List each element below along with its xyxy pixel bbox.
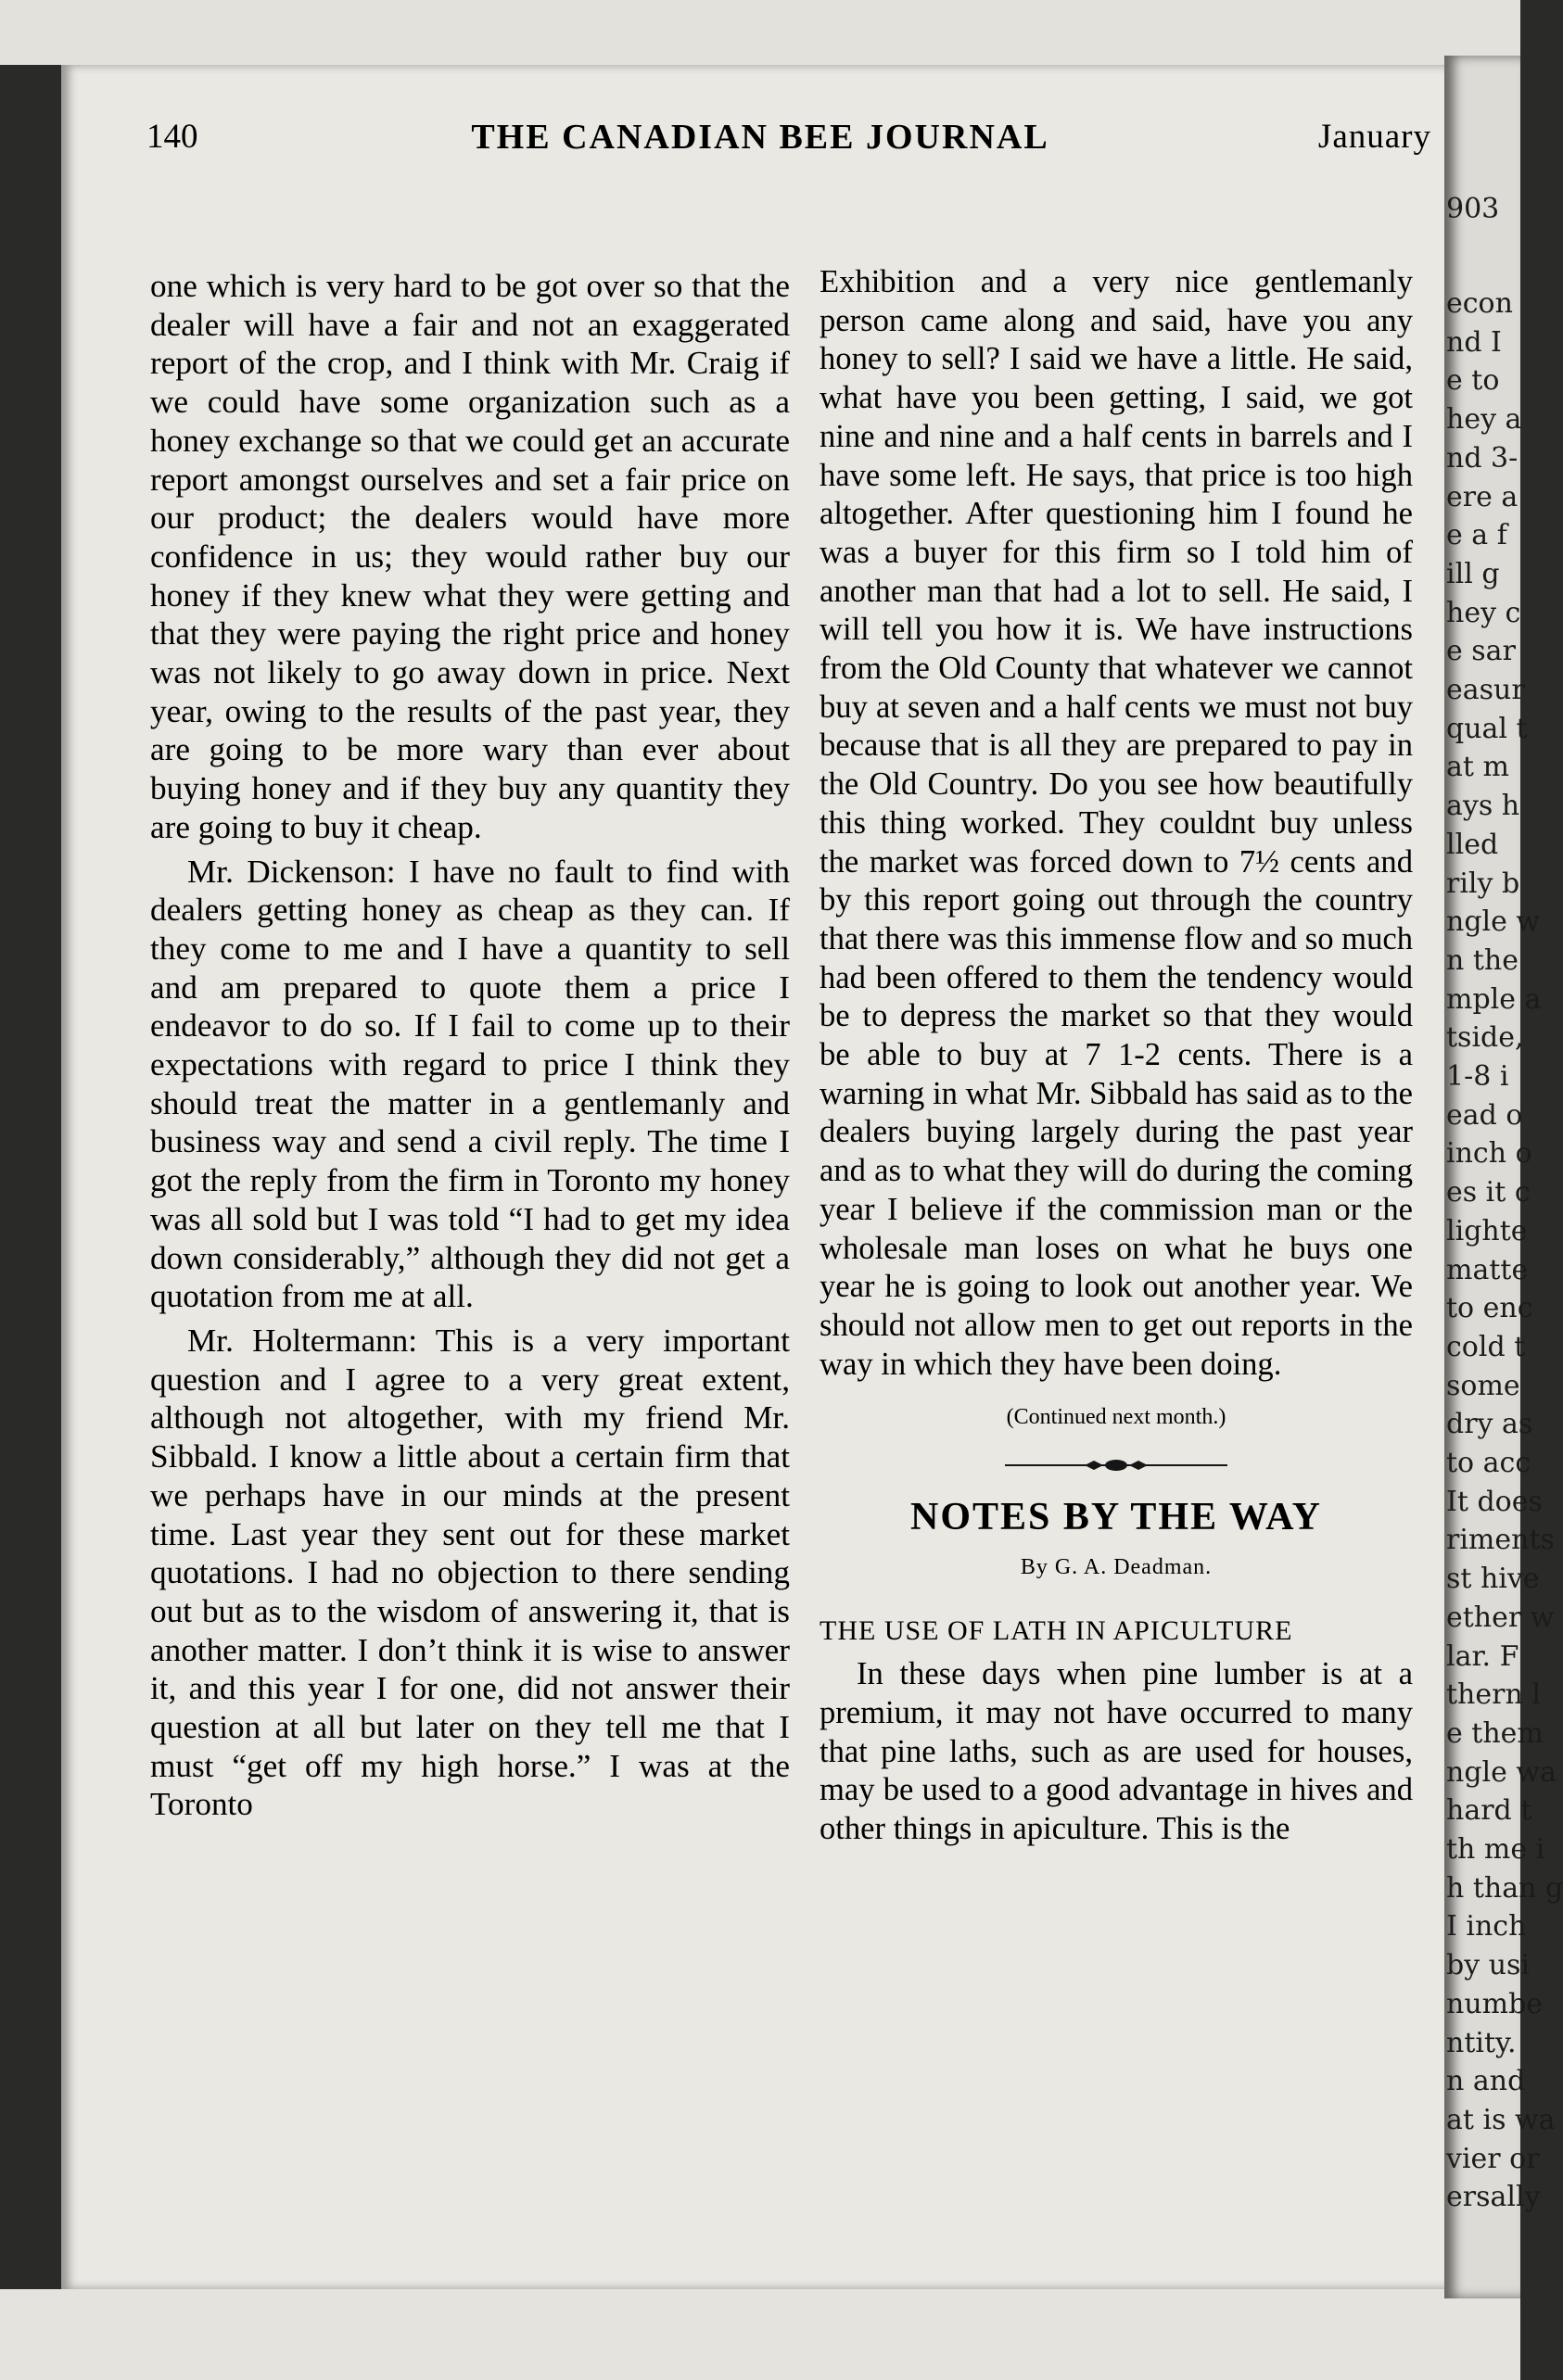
adjacent-page-fragment: I inch <box>1446 1910 1527 1943</box>
adjacent-page-fragment: es it c <box>1446 1176 1531 1209</box>
adjacent-page-fragment: e sar <box>1446 635 1516 668</box>
adjacent-page-fragment: ead o <box>1446 1098 1523 1132</box>
adjacent-page-fragment: n and <box>1446 2065 1526 2098</box>
adjacent-page-fragment: h than g <box>1446 1871 1563 1905</box>
adjacent-page-fragment: cold t <box>1446 1330 1526 1363</box>
adjacent-page-fragment: ngle w <box>1446 905 1541 939</box>
adjacent-page-fragment: at m <box>1446 751 1509 784</box>
adjacent-page-fragment: e to <box>1446 364 1500 398</box>
byline: By G. A. Deadman. <box>1020 1554 1213 1579</box>
adjacent-page-fragment: ngle wa <box>1446 1755 1557 1789</box>
running-header <box>89 117 1431 163</box>
adjacent-page-fragment: some <box>1446 1369 1520 1402</box>
adjacent-page-fragment: e them <box>1446 1716 1544 1750</box>
adjacent-page-fragment: hey a <box>1446 403 1522 437</box>
adjacent-page-fragment: lled <box>1446 828 1499 861</box>
adjacent-page-fragment: vier or <box>1446 2142 1540 2175</box>
adjacent-page-fragment: riments <box>1446 1524 1555 1557</box>
paragraph-holtermann: Mr. Holtermann: This is a very important question and I agree to a very great extent, although not altogether, with my friend Mr. Sibbald. I know a little about a certain firm that we perhaps have in our minds at the present time. Last year they sent out for these market quotations. I had no objection to there sending out but as to the wisdom of answering it, that is another matter. I don’t think it is wise to answer it, and this year I for one, did not answer their question at all but later on they tell me that I must “get off my high horse.” I was at the Toronto <box>150 1322 790 1823</box>
adjacent-page-fragment: ere a <box>1446 480 1519 513</box>
adjacent-page-fragment: econ <box>1446 287 1513 320</box>
paragraph-exhibition: Exhibition and a very nice gentlemanly person came along and said, have you any honey to sell? I said we have a little. He said, what have you been getting, I said, we got nine and nine and a half cents in barrels and I have some left. He says, that price is too high altogether. After questioning him I found he was a buyer for this firm so I told him of another man that had a lot to sell. He said, I will tell you how it is. We have instructions from the Old County that whatever we cannot buy at seven and a half cents we must not buy because that is all they are prepared to pay in the Old Country. Do you see how beautifully this thing worked. They couldnt buy unless the market was forced down to 7½ cents and by this report going out through the country that there was this immense flow and so much had been offered to them the tendency would be to depress the market so that they would be able to buy at 7 1-2 cents. There is a warning in what Mr. Sibbald has said as to the dealers buying largely during the past year and as to what they will do during the coming year I believe if the commission man or the wholesale man loses on what he buys one year he is going to look out another year. We should not allow men to get out reports in the way in which they have been doing. <box>820 264 1413 1382</box>
adjacent-page-edge <box>1444 56 1563 2298</box>
adjacent-page-fragment: at is wa <box>1446 2103 1556 2136</box>
adjacent-page-fragment: n the <box>1446 943 1519 977</box>
issue-month: January <box>1317 118 1431 156</box>
adjacent-page-fragment: to enc <box>1446 1292 1533 1325</box>
adjacent-page-fragment: e a f <box>1446 519 1507 552</box>
right-column <box>820 263 1413 1849</box>
scan-backdrop-bottom <box>0 2289 1520 2380</box>
adjacent-page-fragment: mple a <box>1446 982 1542 1016</box>
adjacent-page-fragment: easur <box>1446 674 1525 706</box>
paragraph-continuation: one which is very hard to be got over so that the dealer will have a fair and not an exaggerated report of the crop, and I think with Mr. Craig if we could have some organization such as a honey exchange so that we could get an accurate report amongst ourselves and set a fair price on our product; the dealers would have more confidence in us; they would rather buy our honey if they knew what they were getting and that they were paying the right price and honey was not likely to go away down in price. Next year, owing to the results of the past year, they are going to be more wary than ever about buying honey and if they buy any quantity they are going to buy it cheap. <box>150 268 790 845</box>
article-subheading: THE USE OF LATH IN APICULTURE <box>820 1614 1293 1646</box>
adjacent-page-fragment: 903 <box>1446 193 1500 225</box>
adjacent-page-fragment: ether w <box>1446 1601 1555 1634</box>
adjacent-page-fragment: ntity. <box>1446 2026 1517 2059</box>
journal-title: THE CANADIAN BEE JOURNAL <box>471 118 1049 157</box>
adjacent-page-fragment: thern l <box>1446 1678 1541 1712</box>
adjacent-page-fragment: nd I <box>1446 325 1502 359</box>
adjacent-page-fragment: th me i <box>1446 1833 1545 1866</box>
adjacent-page-fragment: rily b <box>1446 867 1520 900</box>
scan-backdrop-top <box>0 0 1520 65</box>
adjacent-page-fragment: It does <box>1446 1485 1543 1518</box>
section-title: NOTES BY THE WAY <box>909 1496 1322 1539</box>
adjacent-page-fragment: hard t <box>1446 1794 1532 1828</box>
adjacent-page-fragment: tside, <box>1446 1021 1524 1055</box>
adjacent-page-fragment: hey c <box>1446 596 1521 629</box>
continued-note: (Continued next month.) <box>1006 1405 1226 1430</box>
adjacent-page-fragment: to acc <box>1446 1447 1531 1479</box>
adjacent-page-fragment: matte <box>1446 1253 1529 1286</box>
adjacent-page-fragment: ersally <box>1446 2181 1541 2214</box>
adjacent-page-fragment: lighte <box>1446 1214 1528 1247</box>
adjacent-page-fragment: st hive <box>1446 1563 1540 1596</box>
adjacent-page-fragment: 1-8 i <box>1446 1060 1509 1093</box>
adjacent-page-fragment: numbe <box>1446 1987 1544 2020</box>
adjacent-page-fragment: dry as <box>1446 1408 1533 1441</box>
divider-ornament-icon <box>1005 1458 1227 1473</box>
adjacent-page-fragment: ill g <box>1446 557 1500 590</box>
paragraph-dickenson: Mr. Dickenson: I have no fault to find with dealers getting honey as cheap as they can. If they come to me and I have a quantity to sell and am prepared to quote them a price I endeavor to do so. If I fail to come up to their expectations with regard to price I think they should treat the matter in a gentlemanly and business way and send a civil reply. The time I got the reply from the firm in Toronto my honey was all sold but I was told “I had to get my idea down considerably,” although they did not get a quotation from me at all. <box>150 853 790 1315</box>
left-column <box>150 267 790 1824</box>
adjacent-page-fragment: qual t <box>1446 712 1528 745</box>
page-number: 140 <box>146 118 198 156</box>
adjacent-page-fragment: by usi <box>1446 1949 1530 1982</box>
adjacent-page-fragment: ays h <box>1446 790 1520 823</box>
adjacent-page-fragment: nd 3- <box>1446 441 1519 475</box>
adjacent-page-fragment: inch o <box>1446 1137 1532 1171</box>
adjacent-page-fragment: lar. F <box>1446 1639 1519 1673</box>
paragraph-lath: In these days when pine lumber is at a premium, it may not have occurred to many that pine laths, such as are used for houses, may be used to a good advantage in hives and other things in apiculture. This is the <box>820 1656 1413 1847</box>
